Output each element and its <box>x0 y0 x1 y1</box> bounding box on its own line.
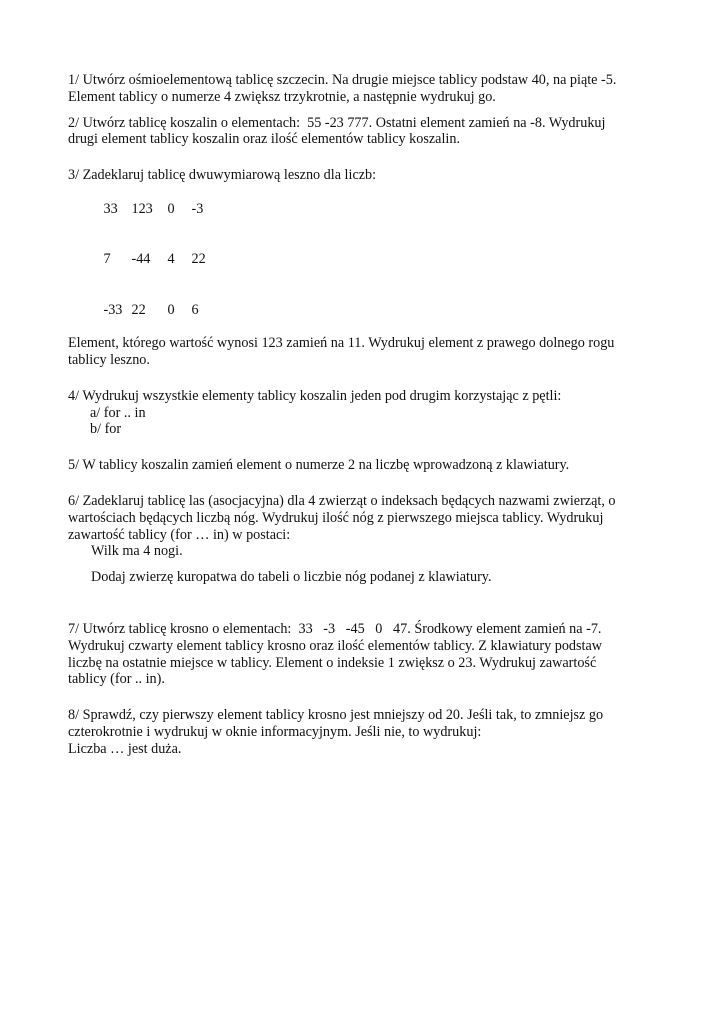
task-6 <box>68 493 668 586</box>
matrix-row <box>68 184 668 234</box>
task-5 <box>68 457 668 474</box>
task-3 <box>68 167 668 369</box>
task-2-line-1: 2/ Utwórz tablicę koszalin o elementach: 55 -23 777. Ostatni element zamień na -8. Wydrukuj <box>68 114 606 131</box>
matrix-cell: -44 <box>131 251 151 268</box>
matrix-cell: 7 <box>103 251 111 268</box>
task-7 <box>68 621 668 688</box>
task-2-line-2: drugi element tablicy koszalin oraz ilość elementów tablicy koszalin. <box>68 131 460 148</box>
matrix-cell: 33 <box>103 200 118 217</box>
matrix-cell: 123 <box>131 200 153 217</box>
task-6-example: Wilk ma 4 nogi. <box>91 543 183 560</box>
matrix-cell: -3 <box>191 200 204 217</box>
matrix-row <box>68 234 668 284</box>
task-8-line-1: 8/ Sprawdź, czy pierwszy element tablicy krosno jest mniejszy od 20. Jeśli tak, to zmniejsz go <box>68 707 604 724</box>
task-3-line-1: 3/ Zadeklaruj tablicę dwuwymiarową leszno dla liczb: <box>68 167 377 184</box>
task-7-line-4: tablicy (for .. in). <box>68 671 165 688</box>
task-4-line-1: 4/ Wydrukuj wszystkie elementy tablicy koszalin jeden pod drugim korzystając z pętli: <box>68 387 562 404</box>
task-3-line-3: tablicy leszno. <box>68 351 150 368</box>
task-7-line-2: Wydrukuj czwarty element tablicy krosno oraz ilość elementów tablicy. Z klawiatury podstaw <box>68 637 603 654</box>
task-1-line-2: Element tablicy o numerze 4 zwiększ trzykrotnie, a następnie wydrukuj go. <box>68 88 496 105</box>
task-1-line-1: 1/ Utwórz ośmioelementową tablicę szczecin. Na drugie miejsce tablicy podstaw 40, na piąte -5. <box>68 72 617 88</box>
document-body <box>68 72 668 758</box>
matrix-row <box>68 285 668 335</box>
task-3-matrix <box>68 184 668 335</box>
task-4-option-b: b/ for <box>90 421 122 438</box>
task-2 <box>68 115 668 149</box>
matrix-cell: -33 <box>103 301 123 318</box>
task-6-line-3: zawartość tablicy (for … in) w postaci: <box>68 526 291 543</box>
task-5-line-1: 5/ W tablicy koszalin zamień element o numerze 2 na liczbę wprowadzoną z klawiatury. <box>68 457 570 474</box>
task-4-option-a: a/ for .. in <box>90 404 146 421</box>
matrix-cell: 4 <box>167 251 175 268</box>
task-1 <box>68 72 668 106</box>
task-6-line-2: wartościach będących liczbą nóg. Wydrukuj ilość nóg z pierwszego miejsca tablicy. Wydrukuj <box>68 509 604 526</box>
matrix-cell: 0 <box>167 301 175 318</box>
matrix-cell: 0 <box>167 200 175 217</box>
task-8-line-3: Liczba … jest duża. <box>68 740 182 757</box>
task-7-line-1: 7/ Utwórz tablicę krosno o elementach: 33 -3 -45 0 47. Środkowy element zamień na -7. <box>68 620 602 637</box>
task-8-line-2: czterokrotnie i wydrukuj w oknie informacyjnym. Jeśli nie, to wydrukuj: <box>68 723 482 740</box>
task-6-line-1: 6/ Zadeklaruj tablicę las (asocjacyjna) dla 4 zwierząt o indeksach będących nazwami zwierząt, o <box>68 492 616 509</box>
task-3-line-2: Element, którego wartość wynosi 123 zamień na 11. Wydrukuj element z prawego dolnego rogu <box>68 335 615 352</box>
task-8 <box>68 707 668 757</box>
matrix-cell: 6 <box>191 301 199 318</box>
matrix-cell: 22 <box>191 251 206 268</box>
task-7-line-3: liczbę na ostatnie miejsce w tablicy. Element o indeksie 1 zwiększ o 23. Wydrukuj zawartość <box>68 654 597 671</box>
matrix-cell: 22 <box>131 301 146 318</box>
task-4 <box>68 388 668 438</box>
task-6-line-4: Dodaj zwierzę kuropatwa do tabeli o liczbie nóg podanej z klawiatury. <box>91 569 492 586</box>
